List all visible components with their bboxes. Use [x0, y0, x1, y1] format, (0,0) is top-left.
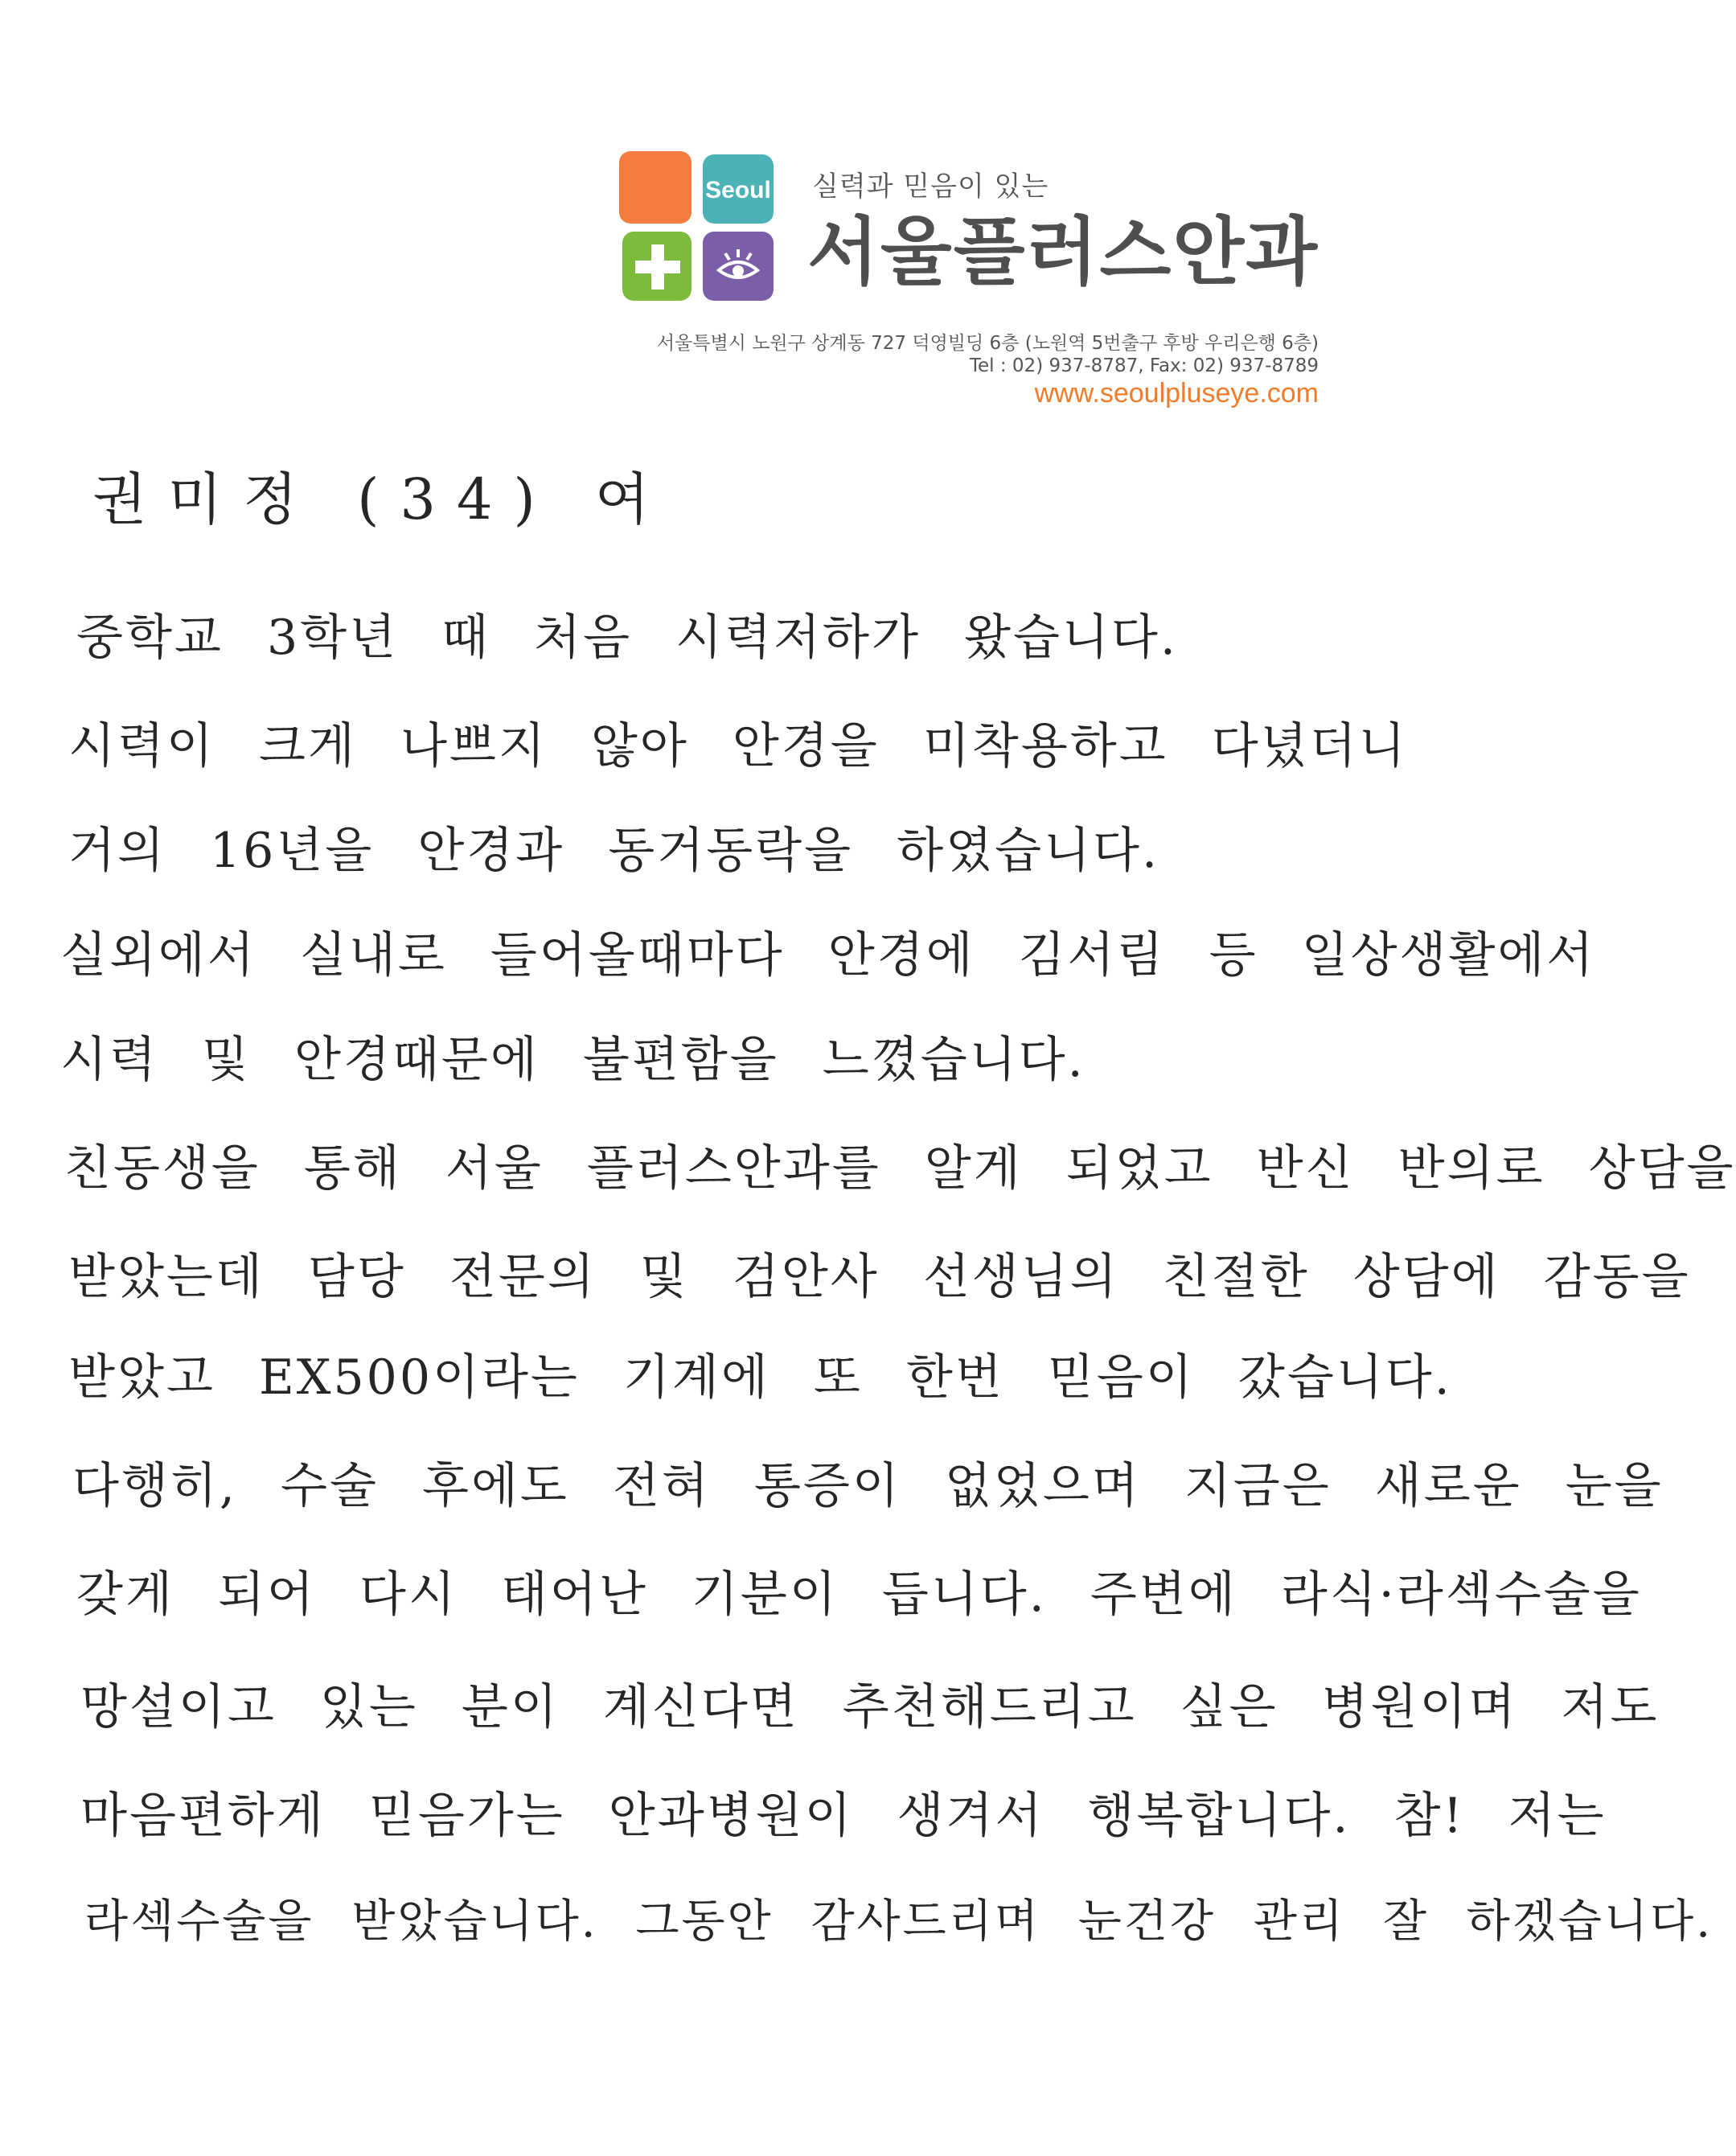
clinic-phone: Tel : 02) 937-8787, Fax: 02) 937-8789 — [969, 355, 1319, 376]
letter-line: 갖게 되어 다시 태어난 기분이 듭니다. 주변에 라식·라섹수술을 — [76, 1567, 1642, 1623]
clinic-tagline: 실력과 믿음이 있는 — [812, 170, 1049, 203]
logo-seoul-text: Seoul — [705, 177, 771, 203]
letter-line: 받았는데 담당 전문의 및 검안사 선생님의 친절한 상담에 감동을 — [68, 1249, 1691, 1305]
letter-line: 시력 및 안경때문에 불편함을 느꼈습니다. — [60, 1032, 1086, 1088]
letter-line: 다행히, 수술 후에도 전혀 통증이 없었으며 지금은 새로운 눈을 — [72, 1458, 1664, 1514]
letter-author: 권미정 (34) 여 — [92, 466, 671, 532]
letter-line: 거의 16년을 안경과 동거동락을 하였습니다. — [68, 823, 1160, 879]
letter-line: 시력이 크게 나쁘지 않아 안경을 미착용하고 다녔더니 — [68, 718, 1408, 774]
letter-line: 친동생을 통해 서울 플러스안과를 알게 되었고 반신 반의로 상담을 — [64, 1140, 1736, 1197]
letter-line: 마음편하게 믿음가는 안과병원이 생겨서 행복합니다. 참! 저는 — [80, 1788, 1607, 1844]
clinic-address: 서울특별시 노원구 상계동 727 덕영빌딩 6층 (노원역 5번출구 후방 우리은행 6층) — [656, 333, 1319, 354]
clinic-name: 서울플러스안과 — [807, 209, 1319, 295]
letter-line: 라섹수술을 받았습니다. 그동안 감사드리며 눈건강 관리 잘 하겠습니다. — [84, 1895, 1713, 1948]
letter-line: 받았고 EX500이라는 기계에 또 한번 믿음이 갔습니다. — [68, 1349, 1452, 1406]
letter-line: 망설이고 있는 분이 계신다면 추천해드리고 싶은 병원이며 저도 — [80, 1679, 1660, 1735]
letter-line: 실외에서 실내로 들어올때마다 안경에 김서림 등 일상생활에서 — [60, 927, 1596, 984]
clinic-website: www.seoulpluseye.com — [1034, 378, 1319, 409]
letter-line: 중학교 3학년 때 처음 시력저하가 왔습니다. — [76, 610, 1178, 666]
